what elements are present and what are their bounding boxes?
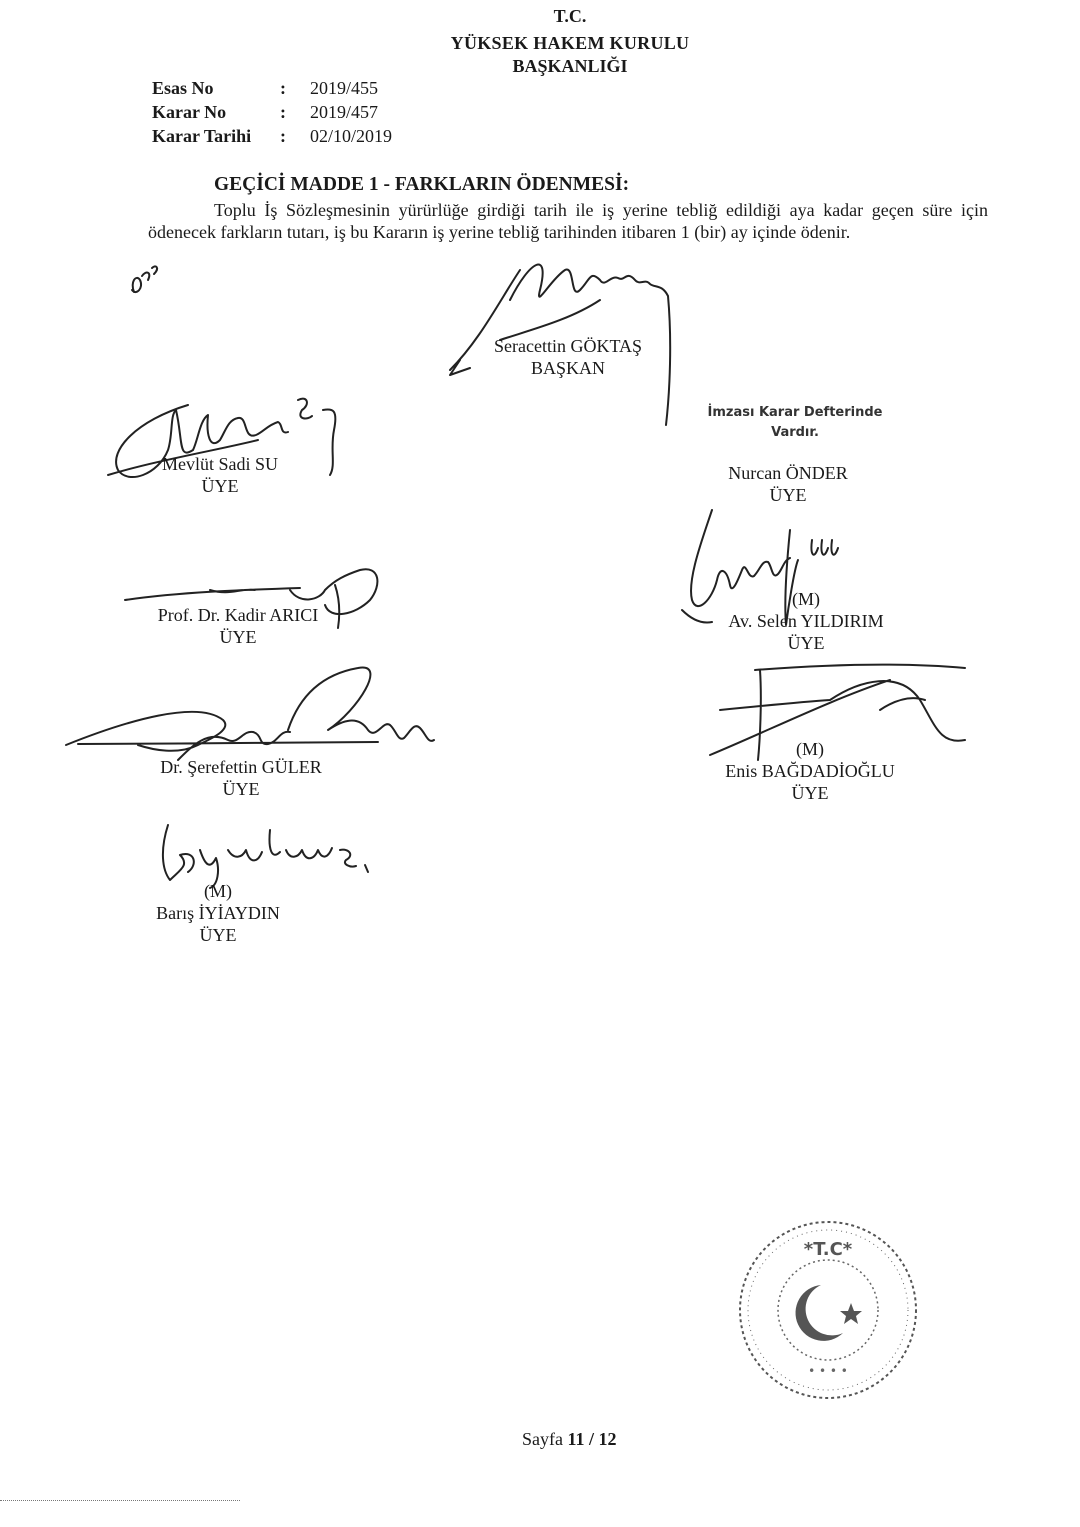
enis-block: [690, 738, 930, 804]
page-number: 11 / 12: [567, 1429, 617, 1449]
signatory-name: Av. Selen YILDIRIM: [728, 611, 884, 631]
signatory-mark: (M): [796, 739, 824, 759]
footer-prefix: Sayfa: [522, 1429, 568, 1449]
baris-block: [118, 880, 318, 946]
meta-value: 2019/455: [310, 78, 379, 98]
signatory-name: Barış İYİAYDIN: [156, 903, 280, 923]
signatory-role: ÜYE: [791, 783, 829, 803]
signatory-name: Mevlüt Sadi SU: [161, 454, 278, 474]
signatory-name: Nurcan ÖNDER: [728, 463, 848, 483]
signatory-name: Seracettin GÖKTAŞ: [493, 336, 643, 356]
mevlut-block: [120, 453, 320, 497]
official-seal-icon: [733, 1215, 923, 1405]
kadir-block: [138, 604, 338, 648]
meta-label: Karar No: [152, 102, 227, 122]
signatory-role: ÜYE: [201, 476, 239, 496]
signatory-name: Enis BAĞDADİOĞLU: [725, 761, 895, 781]
signatory-mark: (M): [792, 589, 820, 609]
signatory-role: BAŞKAN: [530, 358, 605, 378]
header-line1: T.C.: [553, 6, 587, 26]
meta-value: 02/10/2019: [310, 126, 393, 146]
bottom-rule: [0, 1500, 240, 1501]
signatory-role: ÜYE: [769, 485, 807, 505]
header-line3: BAŞKANLIĞI: [512, 56, 628, 76]
meta-colon: :: [280, 126, 286, 146]
page-footer: [522, 1429, 617, 1450]
nurcan-note: [690, 403, 900, 443]
signatory-role: ÜYE: [787, 633, 825, 653]
initial-mark: [126, 262, 166, 300]
signature-note-line1: İmzası Karar Defterinde: [707, 405, 883, 420]
meta-colon: :: [280, 102, 286, 122]
svg-text:*T.C*: *T.C*: [803, 1239, 853, 1260]
meta-label: Karar Tarihi: [152, 126, 252, 146]
meta-row-esas: [152, 78, 378, 99]
meta-row-karar: [152, 102, 378, 123]
signatory-role: ÜYE: [222, 779, 260, 799]
article-title: GEÇİCİ MADDE 1 - FARKLARIN ÖDENMESİ:: [214, 174, 630, 195]
president-block: [468, 335, 668, 379]
meta-colon: :: [280, 78, 286, 98]
signatory-name: Prof. Dr. Kadir ARICI: [157, 605, 319, 625]
meta-row-tarih: [152, 126, 392, 147]
signatory-role: ÜYE: [219, 627, 257, 647]
signatory-mark: (M): [204, 881, 232, 901]
header-line2: YÜKSEK HAKEM KURULU: [450, 33, 690, 53]
baris-signature: [150, 810, 400, 890]
signatory-name: Dr. Şerefettin GÜLER: [160, 757, 322, 777]
signatory-role: ÜYE: [199, 925, 237, 945]
serefettin-block: [126, 756, 356, 800]
article-body: Toplu İş Sözleşmesinin yürürlüğe girdiği tarih ile iş yerine tebliğ edildiği aya kadar geçen süre için ödenecek farkların tutarı, iş bu Kararın iş yerine tebliğ tarihinden itibaren 1 (bir) ay içinde ödenir.: [148, 200, 988, 242]
svg-text:• • • •: • • • •: [808, 1364, 848, 1378]
meta-value: 2019/457: [310, 102, 379, 122]
signature-note-line2: Vardır.: [771, 425, 819, 440]
meta-label: Esas No: [152, 78, 214, 98]
